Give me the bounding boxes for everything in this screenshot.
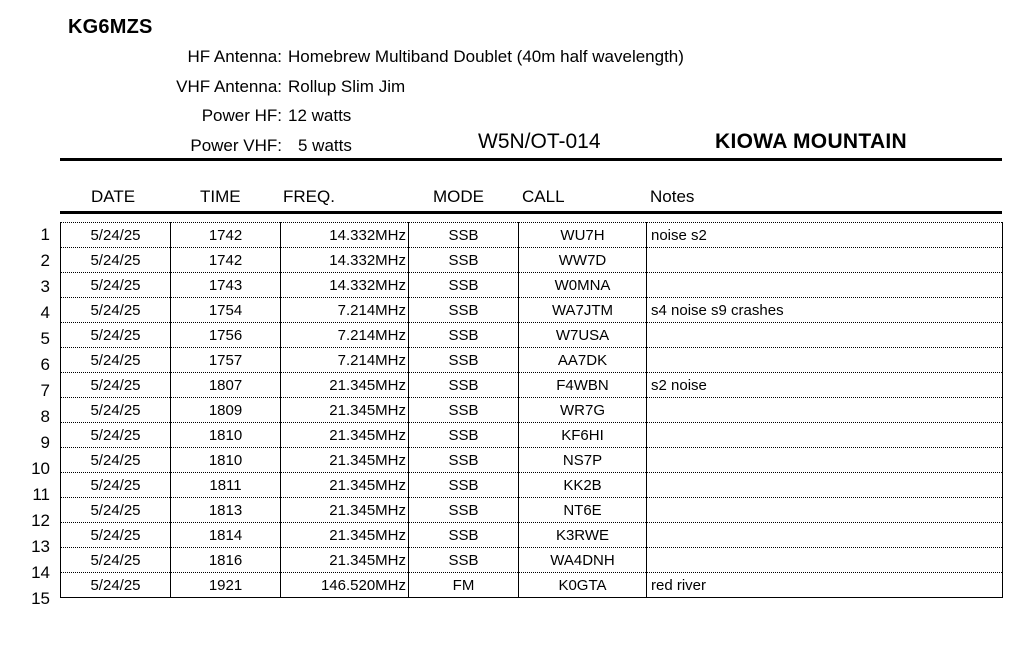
cell-freq: 21.345MHz <box>281 373 409 398</box>
contact-log-table <box>60 222 1003 598</box>
cell-notes: s4 noise s9 crashes <box>647 298 1003 323</box>
cell-call: KF6HI <box>519 423 647 448</box>
cell-freq: 14.332MHz <box>281 223 409 248</box>
table-row <box>61 348 1003 373</box>
cell-notes <box>647 523 1003 548</box>
cell-date: 5/24/25 <box>61 548 171 573</box>
table-row <box>61 498 1003 523</box>
power-vhf-label: Power VHF: <box>190 136 282 155</box>
cell-mode: SSB <box>409 373 519 398</box>
cell-mode: SSB <box>409 298 519 323</box>
cell-time: 1810 <box>171 423 281 448</box>
cell-mode: SSB <box>409 448 519 473</box>
row-number: 7 <box>40 381 50 400</box>
power-vhf-value: 5 watts <box>298 136 352 155</box>
table-row <box>61 223 1003 248</box>
cell-freq: 21.345MHz <box>281 398 409 423</box>
cell-mode: SSB <box>409 548 519 573</box>
vhf-antenna-value: Rollup Slim Jim <box>288 77 406 96</box>
cell-mode: SSB <box>409 273 519 298</box>
cell-mode: SSB <box>409 248 519 273</box>
operator-callsign: KG6MZS <box>68 16 153 38</box>
cell-notes <box>647 273 1003 298</box>
cell-time: 1757 <box>171 348 281 373</box>
cell-freq: 21.345MHz <box>281 423 409 448</box>
cell-freq: 7.214MHz <box>281 298 409 323</box>
row-number: 2 <box>40 251 50 270</box>
summit-name: KIOWA MOUNTAIN <box>715 130 908 153</box>
row-number: 1 <box>40 225 50 244</box>
cell-date: 5/24/25 <box>61 448 171 473</box>
row-number: 11 <box>32 485 50 504</box>
cell-notes <box>647 498 1003 523</box>
column-header-freq: FREQ. <box>283 187 335 206</box>
cell-time: 1742 <box>171 223 281 248</box>
cell-freq: 14.332MHz <box>281 248 409 273</box>
row-number: 15 <box>31 589 50 608</box>
cell-notes <box>647 398 1003 423</box>
table-row <box>61 398 1003 423</box>
cell-date: 5/24/25 <box>61 423 171 448</box>
row-number: 9 <box>40 433 50 452</box>
row-number: 10 <box>31 459 50 478</box>
table-row <box>61 523 1003 548</box>
table-row <box>61 273 1003 298</box>
header-divider <box>60 158 1002 161</box>
row-number: 12 <box>31 511 50 530</box>
cell-time: 1743 <box>171 273 281 298</box>
vhf-antenna-label: VHF Antenna: <box>176 77 282 96</box>
cell-notes <box>647 248 1003 273</box>
cell-freq: 21.345MHz <box>281 448 409 473</box>
cell-date: 5/24/25 <box>61 498 171 523</box>
cell-date: 5/24/25 <box>61 223 171 248</box>
table-row <box>61 573 1003 598</box>
cell-time: 1756 <box>171 323 281 348</box>
row-number: 3 <box>40 277 50 296</box>
cell-call: NT6E <box>519 498 647 523</box>
cell-freq: 21.345MHz <box>281 548 409 573</box>
cell-notes <box>647 548 1003 573</box>
cell-freq: 14.332MHz <box>281 273 409 298</box>
table-row <box>61 298 1003 323</box>
table-row <box>61 548 1003 573</box>
cell-call: WA4DNH <box>519 548 647 573</box>
cell-mode: SSB <box>409 223 519 248</box>
cell-call: K3RWE <box>519 523 647 548</box>
cell-notes <box>647 423 1003 448</box>
cell-notes <box>647 473 1003 498</box>
cell-call: K0GTA <box>519 573 647 598</box>
table-row <box>61 248 1003 273</box>
cell-mode: SSB <box>409 498 519 523</box>
cell-time: 1810 <box>171 448 281 473</box>
cell-time: 1807 <box>171 373 281 398</box>
cell-freq: 7.214MHz <box>281 348 409 373</box>
cell-notes: red river <box>647 573 1003 598</box>
cell-mode: SSB <box>409 523 519 548</box>
cell-date: 5/24/25 <box>61 373 171 398</box>
cell-call: W0MNA <box>519 273 647 298</box>
cell-time: 1742 <box>171 248 281 273</box>
row-number-column <box>0 222 50 612</box>
hf-antenna-value: Homebrew Multiband Doublet (40m half wavelength) <box>288 47 684 66</box>
hf-antenna-label: HF Antenna: <box>187 47 282 66</box>
cell-date: 5/24/25 <box>61 523 171 548</box>
cell-call: WA7JTM <box>519 298 647 323</box>
table-row <box>61 373 1003 398</box>
cell-call: WR7G <box>519 398 647 423</box>
column-header-mode: MODE <box>433 187 484 206</box>
cell-notes <box>647 348 1003 373</box>
cell-time: 1813 <box>171 498 281 523</box>
power-hf-label: Power HF: <box>201 106 282 125</box>
row-number: 13 <box>31 537 50 556</box>
column-header-call: CALL <box>522 187 565 206</box>
cell-time: 1809 <box>171 398 281 423</box>
row-number: 8 <box>40 407 50 426</box>
cell-time: 1921 <box>171 573 281 598</box>
cell-mode: SSB <box>409 348 519 373</box>
cell-mode: SSB <box>409 323 519 348</box>
table-row <box>61 323 1003 348</box>
cell-time: 1754 <box>171 298 281 323</box>
cell-call: WU7H <box>519 223 647 248</box>
summit-reference: W5N/OT-014 <box>478 130 601 153</box>
cell-mode: FM <box>409 573 519 598</box>
cell-notes <box>647 323 1003 348</box>
cell-time: 1811 <box>171 473 281 498</box>
cell-date: 5/24/25 <box>61 573 171 598</box>
cell-notes: s2 noise <box>647 373 1003 398</box>
row-number: 5 <box>40 329 50 348</box>
row-number: 6 <box>40 355 50 374</box>
column-header-notes: Notes <box>650 187 695 206</box>
cell-mode: SSB <box>409 423 519 448</box>
cell-date: 5/24/25 <box>61 348 171 373</box>
cell-call: KK2B <box>519 473 647 498</box>
cell-date: 5/24/25 <box>61 248 171 273</box>
cell-date: 5/24/25 <box>61 298 171 323</box>
cell-notes: noise s2 <box>647 223 1003 248</box>
cell-freq: 7.214MHz <box>281 323 409 348</box>
cell-notes <box>647 448 1003 473</box>
cell-date: 5/24/25 <box>61 323 171 348</box>
cell-call: NS7P <box>519 448 647 473</box>
cell-mode: SSB <box>409 398 519 423</box>
column-header-divider <box>60 211 1002 214</box>
cell-time: 1814 <box>171 523 281 548</box>
power-hf-value: 12 watts <box>288 106 352 125</box>
cell-freq: 146.520MHz <box>281 573 409 598</box>
cell-freq: 21.345MHz <box>281 473 409 498</box>
column-header-date: DATE <box>91 187 136 206</box>
cell-call: AA7DK <box>519 348 647 373</box>
table-row <box>61 448 1003 473</box>
table-row <box>61 423 1003 448</box>
cell-mode: SSB <box>409 473 519 498</box>
cell-call: W7USA <box>519 323 647 348</box>
cell-date: 5/24/25 <box>61 398 171 423</box>
row-number: 4 <box>40 303 50 322</box>
cell-date: 5/24/25 <box>61 273 171 298</box>
cell-time: 1816 <box>171 548 281 573</box>
row-number: 14 <box>31 563 50 582</box>
table-row <box>61 473 1003 498</box>
column-header-time: TIME <box>200 187 241 206</box>
cell-call: F4WBN <box>519 373 647 398</box>
cell-call: WW7D <box>519 248 647 273</box>
cell-date: 5/24/25 <box>61 473 171 498</box>
cell-freq: 21.345MHz <box>281 523 409 548</box>
cell-freq: 21.345MHz <box>281 498 409 523</box>
